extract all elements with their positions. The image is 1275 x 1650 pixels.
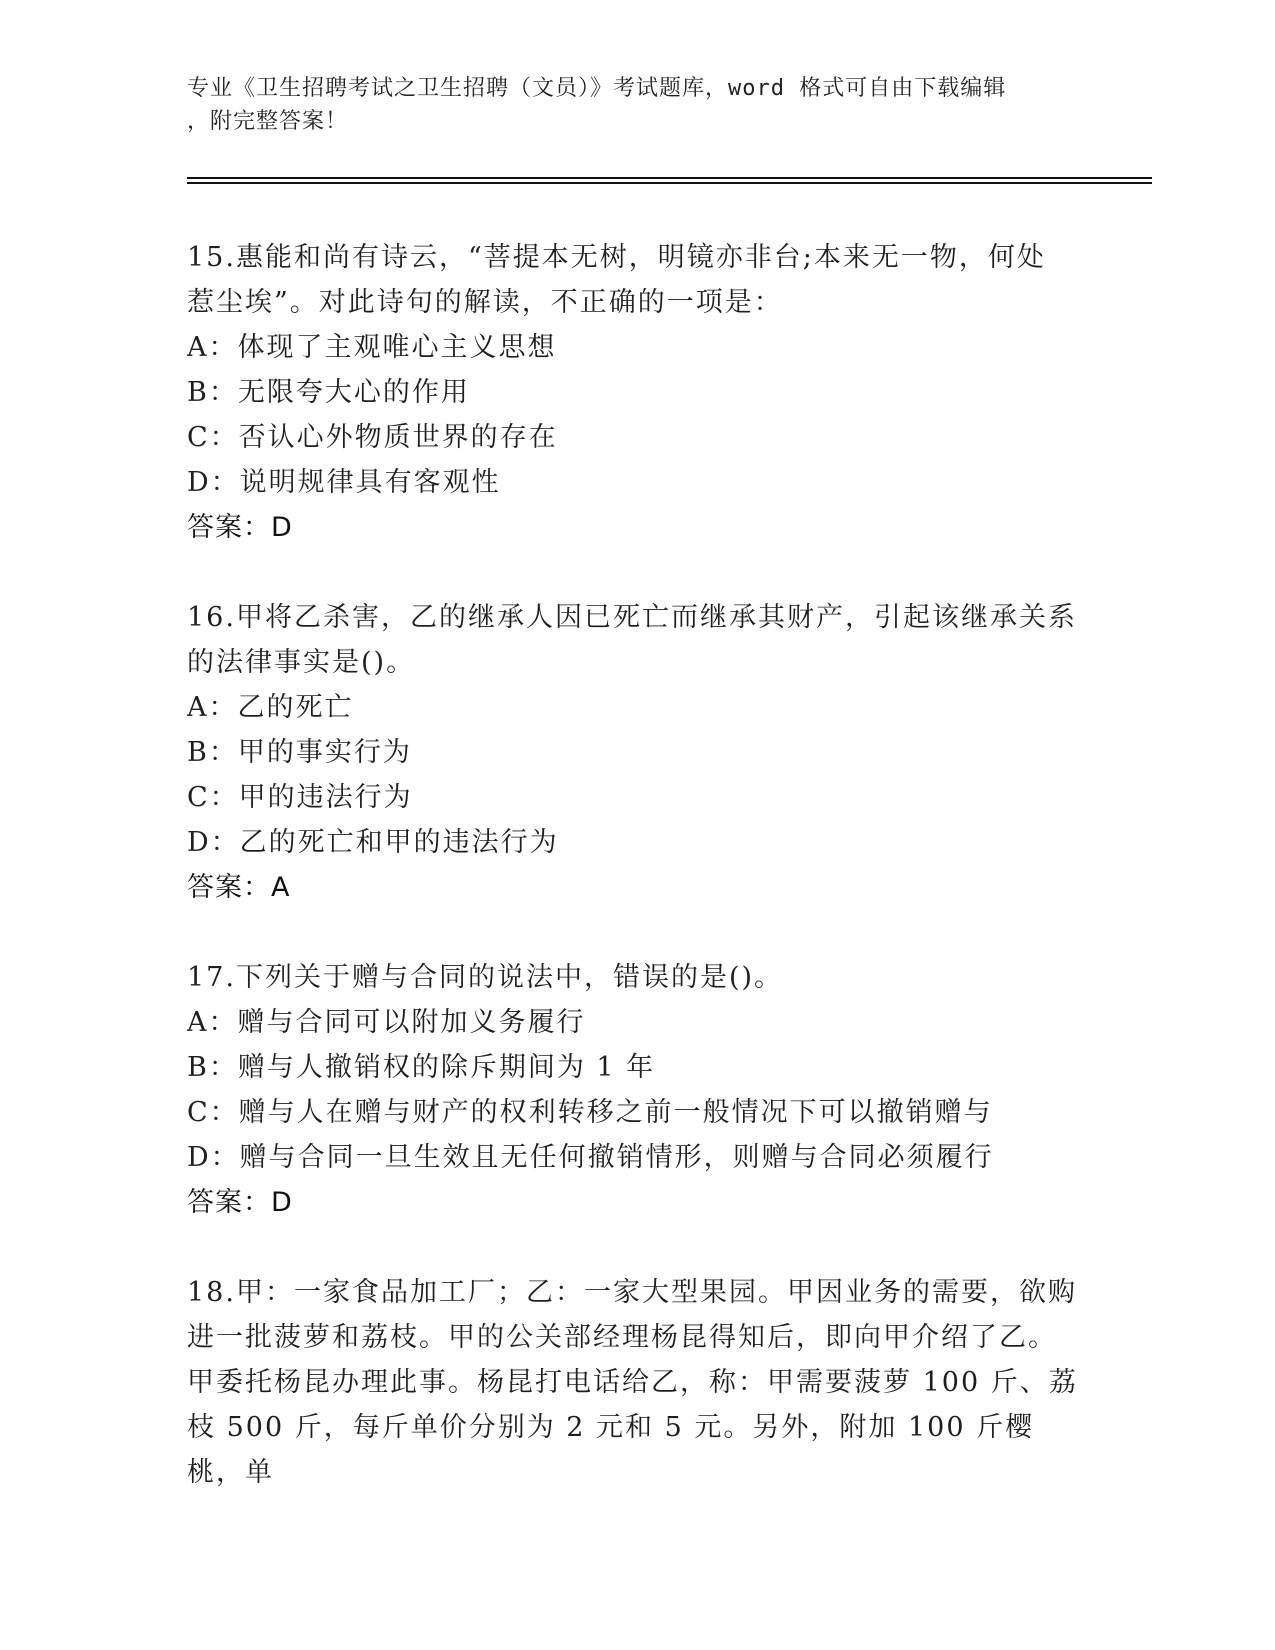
- answer-label: 答案：D: [187, 1187, 293, 1218]
- header-divider-top: [187, 177, 1152, 179]
- option-c: C：否认心外物质世界的存在: [187, 422, 558, 453]
- question-stem-line: 惹尘埃”。对此诗句的解读，不正确的一项是：: [187, 287, 783, 318]
- option-d: D：乙的死亡和甲的违法行为: [187, 827, 559, 858]
- question-15: [187, 235, 1087, 550]
- question-16: [187, 595, 1087, 910]
- question-stem-line: 16.甲将乙杀害，乙的继承人因已死亡而继承其财产，引起该继承关系: [187, 602, 1077, 633]
- answer-label: 答案：A: [187, 872, 291, 903]
- question-stem-line: 枝 500 斤，每斤单价分别为 2 元和 5 元。另外，附加 100 斤樱桃，单: [187, 1412, 1035, 1488]
- option-c: C：甲的违法行为: [187, 782, 413, 813]
- answer-label: 答案：D: [187, 512, 293, 543]
- question-18: [187, 1270, 1087, 1495]
- question-stem-line: 17.下列关于赠与合同的说法中，错误的是()。: [187, 962, 784, 993]
- option-b: B：无限夸大心的作用: [187, 377, 470, 408]
- option-d: D：说明规律具有客观性: [187, 467, 501, 498]
- header-divider-bottom: [187, 182, 1152, 184]
- question-stem-line: 18.甲：一家食品加工厂；乙：一家大型果园。甲因业务的需要，欲购: [187, 1277, 1077, 1308]
- option-b: B：甲的事实行为: [187, 737, 412, 768]
- option-a: A：赠与合同可以附加义务履行: [187, 1007, 586, 1038]
- option-c: C：赠与人在赠与财产的权利转移之前一般情况下可以撤销赠与: [187, 1097, 993, 1128]
- document-header: [187, 72, 1067, 138]
- header-line-2: ，附完整答案！: [187, 109, 349, 134]
- option-a: A：体现了主观唯心主义思想: [187, 332, 557, 363]
- question-stem-line: 15.惠能和尚有诗云，“菩提本无树，明镜亦非台;本来无一物，何处: [187, 242, 1046, 273]
- option-a: A：乙的死亡: [187, 692, 354, 723]
- question-stem-line: 的法律事实是()。: [187, 647, 416, 678]
- option-d: D：赠与合同一旦生效且无任何撤销情形，则赠与合同必须履行: [187, 1142, 994, 1173]
- question-17: [187, 955, 1087, 1225]
- question-stem-line: 进一批菠萝和荔枝。甲的公关部经理杨昆得知后，即向甲介绍了乙。: [187, 1322, 1057, 1353]
- question-list: [187, 235, 1087, 1495]
- header-line-1: 专业《卫生招聘考试之卫生招聘（文员）》考试题库，word 格式可自由下载编辑: [187, 76, 1007, 101]
- question-stem-line: 甲委托杨昆办理此事。杨昆打电话给乙，称：甲需要菠萝 100 斤、荔: [187, 1367, 1078, 1398]
- option-b: B：赠与人撤销权的除斥期间为 1 年: [187, 1052, 656, 1083]
